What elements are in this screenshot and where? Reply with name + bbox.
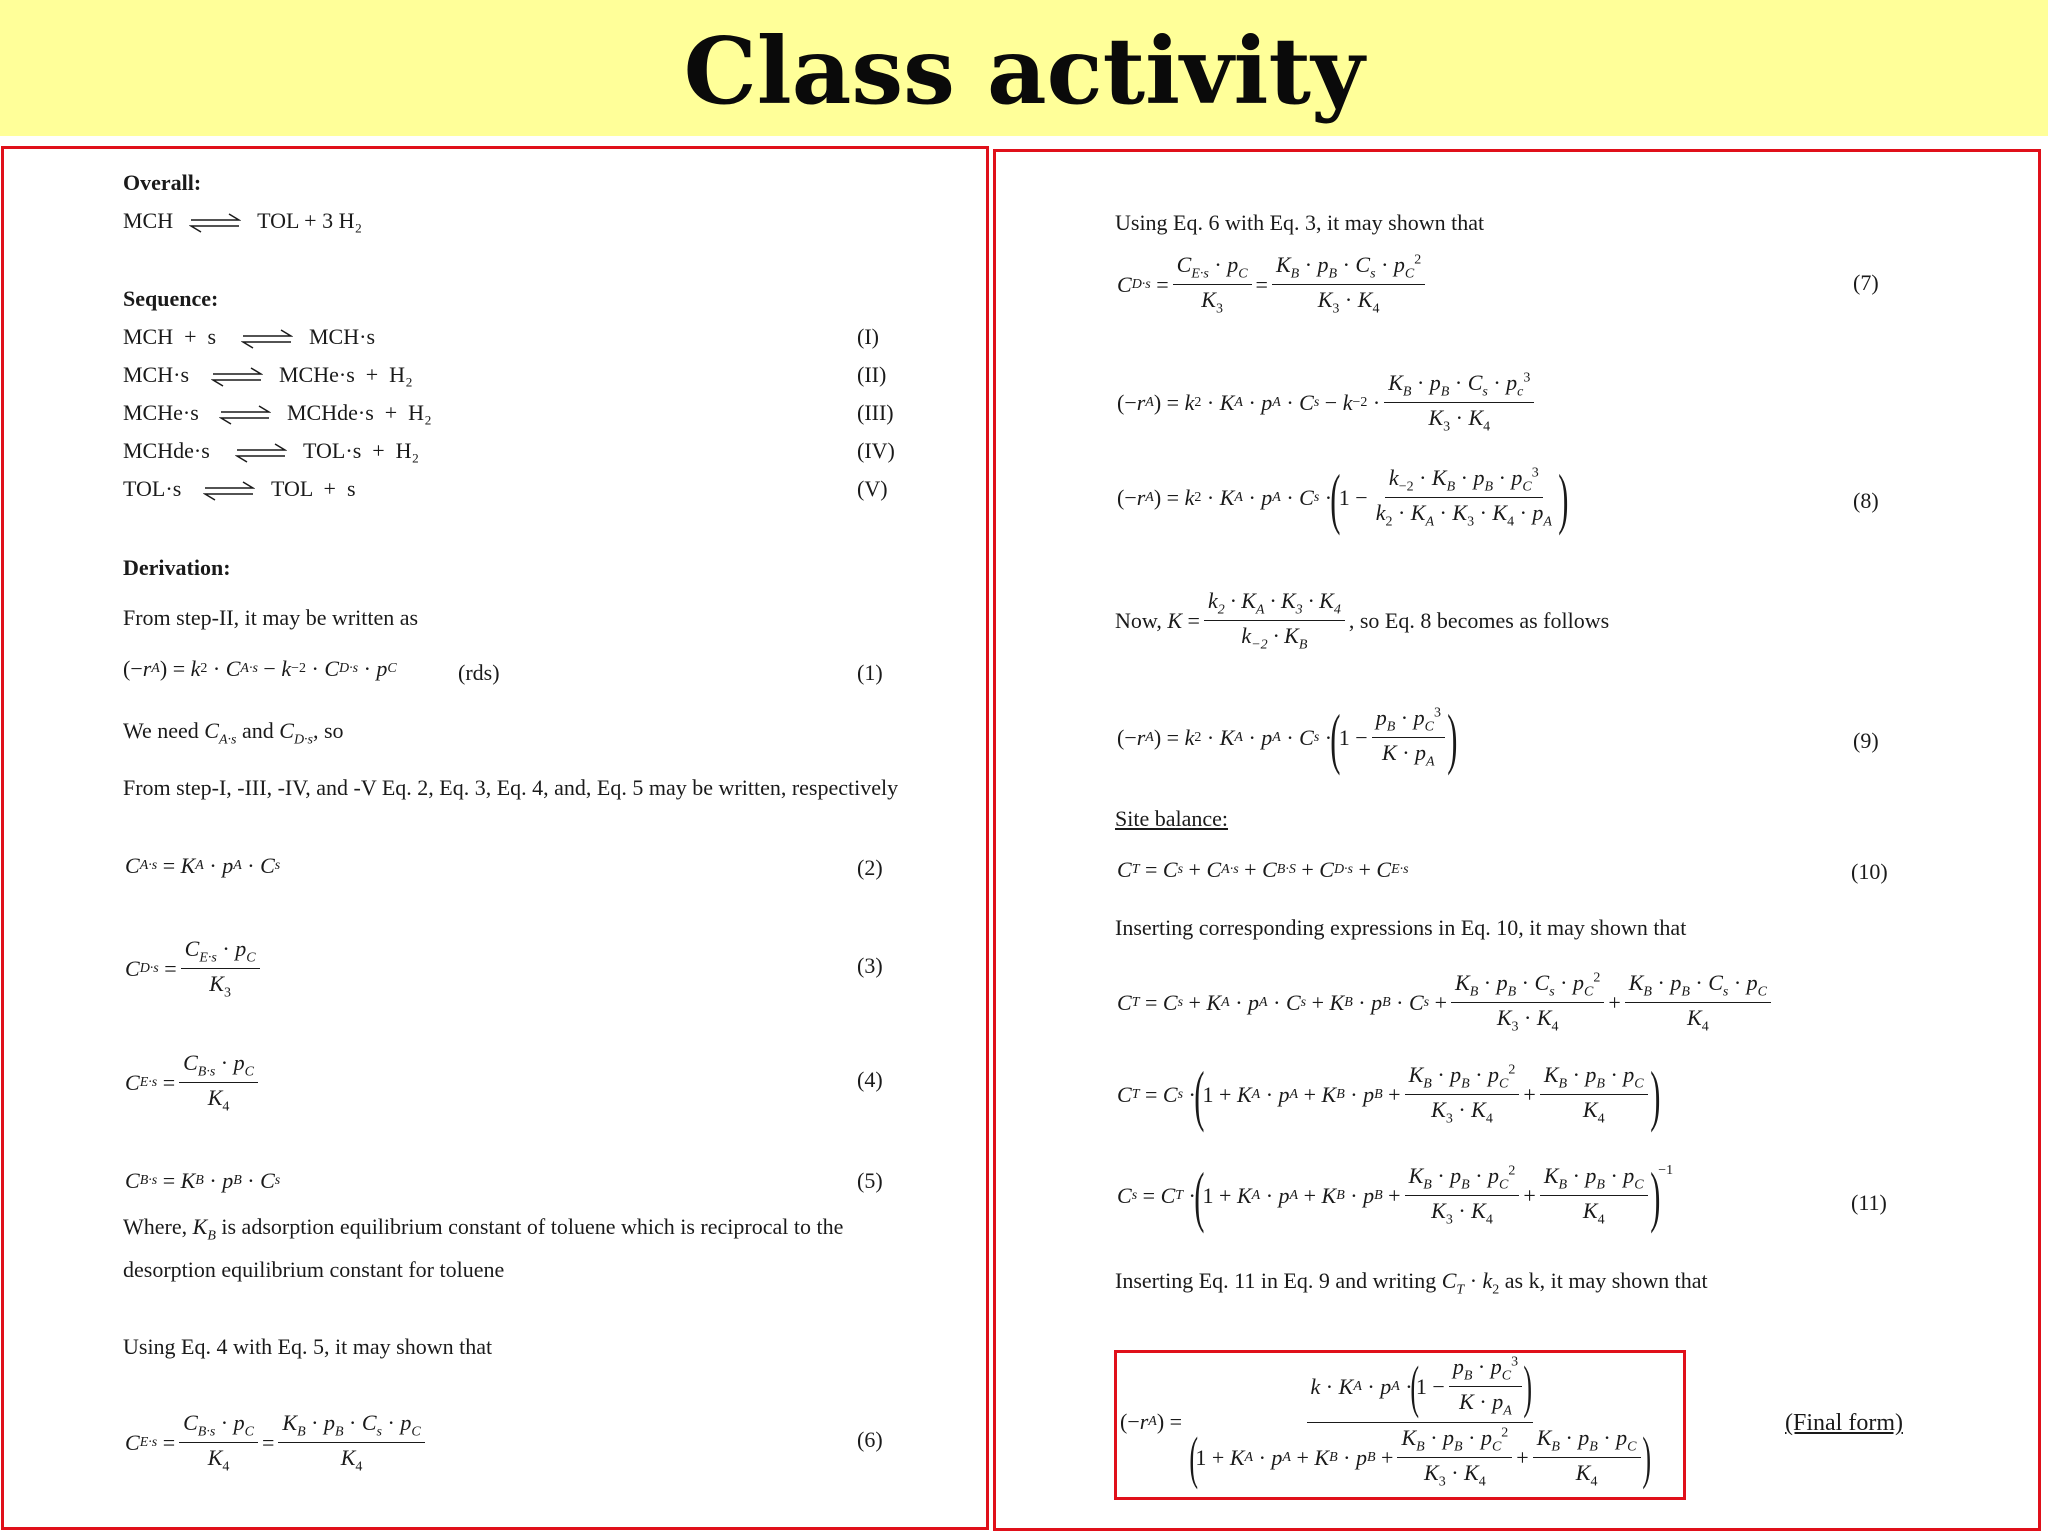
eq-label: (7) [1853, 270, 1879, 295]
step-row: MCHde·s TOL·s + H₂ [123, 438, 420, 463]
text-steps: From step-I, -III, -IV, and -V Eq. 2, Eq. 3, Eq. 4, and, Eq. 5 may be written, respectively [123, 775, 899, 800]
eq-label: (4) [857, 1067, 883, 1092]
right-panel [993, 149, 2041, 1531]
sequence-heading: Sequence: [123, 286, 219, 311]
overall-heading: Overall: [123, 170, 202, 195]
eq-label: (8) [1853, 488, 1879, 513]
eq-label: (5) [857, 1168, 883, 1193]
equation-6: C E·s = $\frac{C_{B\cdot s} \cdot p_C}{K_4}$ = $\frac{K_B \cdot p_B \cdot C_s \cdot p_C}{K_4}$ [125, 1410, 429, 1476]
equation-5: C B·s = K B · p B · C s [125, 1168, 281, 1193]
using-6-3: Using Eq. 6 with Eq. 3, it may shown that [1115, 210, 1485, 235]
step-label: (I) [857, 324, 879, 349]
rds-label: (rds) [458, 660, 500, 685]
now-k-line: Now, K = $\frac{k_2 \cdot K_A \cdot K_3 \cdot K_4}{k_{-2} \cdot K_B}$ , so Eq. 8 becomes as follows [1115, 588, 1610, 653]
overall-rhs: TOL + 3 H₂ [257, 208, 363, 233]
text-need: We need $C_{A\cdot s}$ and $C_{D\cdot s}$, so [123, 718, 344, 748]
equilibrium-arrow-icon [235, 443, 287, 463]
inserting-11: Inserting Eq. 11 in Eq. 9 and writing $C_T \cdot k_2$ as k, it may shown that [1115, 1268, 1708, 1298]
eq-label: (2) [857, 855, 883, 880]
page-title: Class activity [683, 17, 1365, 125]
derivation-heading: Derivation: [123, 555, 231, 580]
equation-4: C E·s = $\frac{C_{B\cdot s} \cdot p_C}{K_4}$ [125, 1050, 262, 1116]
equation-10: C T = C s + C A·s + C B·S + C D·s + C E·s [1117, 857, 1409, 882]
overall-reaction [123, 208, 362, 234]
equation-final: (− r A ) = k · K A · p A · ( 1 − $\frac{p_B \cdot p_C^3}{K \cdot p_A}$ ) ( 1 + K A · p A + K B · p B + $\frac{K_B \cdot p_B \cdot p_C^2}{K_3 \cdot K_4}$ + $\frac{K_B \cdot p_B \cdot p_C}{K_4}$ ) [1120, 1353, 1651, 1490]
equation-1: (− r A ) = k 2 · C A·s − k −2 · C D·s · p C [123, 656, 397, 681]
equilibrium-arrow-icon [219, 405, 271, 425]
step-row: TOL·s TOL + s [123, 476, 356, 501]
eq-label: (1) [857, 660, 883, 685]
eq-label: (11) [1851, 1190, 1887, 1215]
equation-8: (− r A ) = k 2 · K A · p A · C s · ( 1 − $\frac{k_{-2} \cdot K_B \cdot p_B \cdot p_C^3}{k_2 \cdot K_A \cdot K_3 \cdot K_4 \cdot p_A}$ ) [1117, 459, 1569, 536]
step-label: (V) [857, 476, 888, 501]
title-banner [0, 0, 2048, 136]
equation-7: C D·s = $\frac{C_{E\cdot s} \cdot p_C}{K_3}$ = $\frac{K_B \cdot p_B \cdot C_s \cdot p_C^2}{K_3 \cdot K_4}$ [1117, 252, 1429, 318]
step-label: (II) [857, 362, 887, 387]
equilibrium-arrow-icon [203, 481, 255, 501]
equilibrium-arrow-icon [189, 213, 241, 233]
equation-3: C D·s = $\frac{C_{E\cdot s} \cdot p_C}{K_3}$ [125, 936, 264, 1002]
final-form-label: (Final form) [1785, 1410, 1903, 1436]
equation-9: (− r A ) = k 2 · K A · p A · C s · ( 1 − $\frac{p_B \cdot p_C^3}{K \cdot p_A}$ ) [1117, 699, 1458, 776]
step-label: (IV) [857, 438, 895, 463]
step-label: (III) [857, 400, 894, 425]
using-4-5: Using Eq. 4 with Eq. 5, it may shown that [123, 1334, 493, 1359]
eq-label: (6) [857, 1427, 883, 1452]
equation-10c: C T = C s · ( 1 + K A · p A + K B · p B + $\frac{K_B \cdot p_B \cdot p_C^2}{K_3 \cdot K_4}$ + $\frac{K_B \cdot p_B \cdot p_C}{K_4}$ ) [1117, 1056, 1661, 1133]
where-text-2: desorption equilibrium constant for toluene [123, 1257, 505, 1282]
equation-2: C A·s = K A · p A · C s [125, 853, 281, 878]
left-panel [1, 146, 989, 1530]
equation-10b: C T = C s + K A · p A · C s + K B · p B · C s + $\frac{K_B \cdot p_B \cdot C_s \cdot p_C^2}{K_3 \cdot K_4}$ + $\frac{K_B \cdot p_B \cdot C_s \cdot p_C}{K_4}$ [1117, 970, 1775, 1036]
inserting-10: Inserting corresponding expressions in Eq. 10, it may shown that [1115, 915, 1687, 940]
equation-11: C s = C T · ( 1 + K A · p A + K B · p B + $\frac{K_B \cdot p_B \cdot p_C^2}{K_3 \cdot K_4}$ + $\frac{K_B \cdot p_B \cdot p_C}{K_4}$ ) −1 [1117, 1157, 1674, 1234]
equation-7b: (− r A ) = k 2 · K A · p A · C s − k −2 · $\frac{K_B \cdot p_B \cdot C_s \cdot p_c^3}{K_3 \cdot K_4}$ [1117, 370, 1538, 436]
equilibrium-arrow-icon [211, 367, 263, 387]
eq-label: (9) [1853, 728, 1879, 753]
site-balance-heading: Site balance: [1115, 806, 1229, 831]
step-row: MCH·s MCHe·s + H₂ [123, 362, 413, 387]
where-text: Where, $K_B$ is adsorption equilibrium constant of toluene which is reciprocal to the [123, 1214, 844, 1244]
step-row: MCH + s MCH·s [123, 324, 376, 349]
text-step2: From step-II, it may be written as [123, 605, 419, 630]
eq-label: (10) [1851, 859, 1888, 884]
equilibrium-arrow-icon [241, 329, 293, 349]
step-row: MCHe·s MCHde·s + H₂ [123, 400, 432, 425]
eq-label: (3) [857, 953, 883, 978]
overall-lhs: MCH [123, 208, 174, 233]
